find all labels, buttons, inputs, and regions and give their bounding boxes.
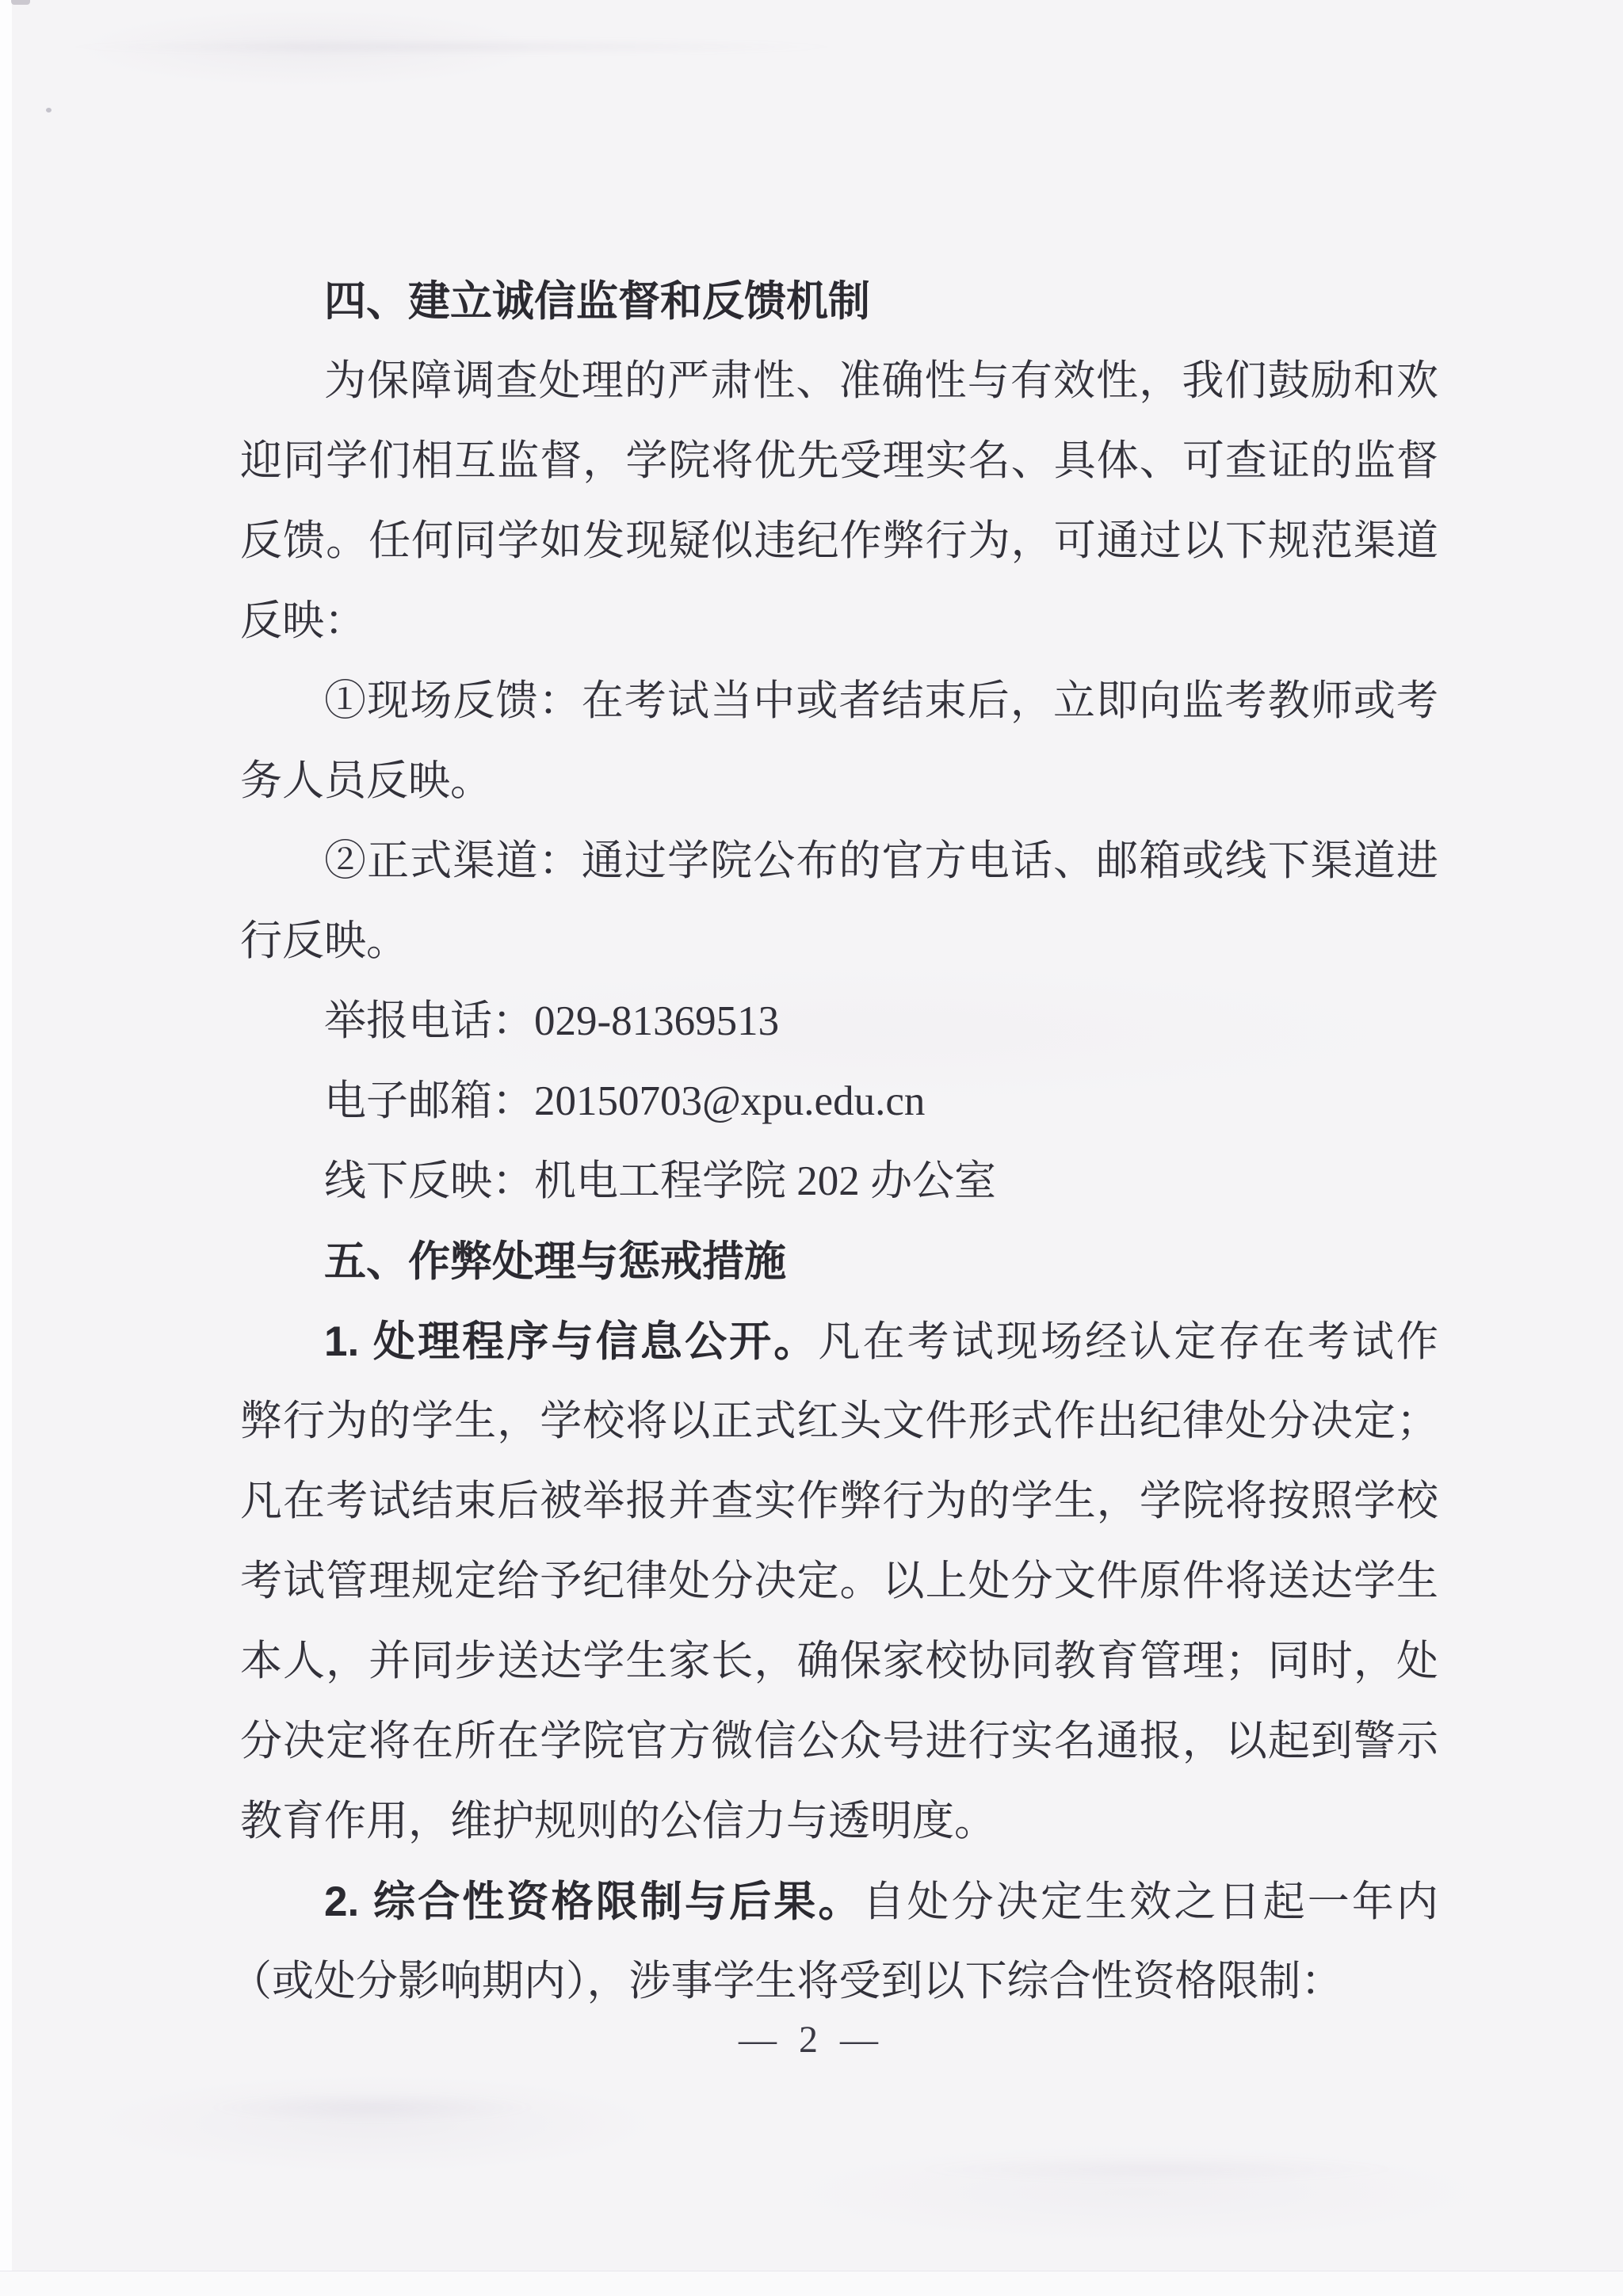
report-phone-line: 举报电话：029-81369513 [324,998,780,1044]
report-email-line: 电子邮箱：20150703@xpu.edu.cn [324,1078,926,1124]
item-1-line: 考试管理规定给予纪律处分决定。以上处分文件原件将送达学生 [240,1558,1438,1604]
paragraph-line: 反馈。任何同学如发现疑似违纪作弊行为，可通过以下规范渠道 [240,518,1438,564]
scan-edge-bottom [0,2271,1623,2296]
feedback-channel-1-line: 务人员反映。 [240,758,492,804]
item-2-text: 自处分决定生效之日起一年内 [862,1879,1438,1925]
item-1-line: 分决定将在所在学院官方微信公众号进行实名通报，以起到警示 [240,1718,1438,1764]
item-1-line: 本人，并同步送达学生家长，确保家校协同教育管理；同时，处 [240,1638,1438,1684]
item-1-line [240,1302,1438,1382]
document-body [230,261,1439,2022]
item-2-lead: 2. 综合性资格限制与后果。 [324,1878,863,1925]
feedback-channel-2-line: 行反映。 [240,918,408,964]
item-1-line: 凡在考试结束后被举报并查实作弊行为的学生，学院将按照学校 [240,1478,1438,1524]
paragraph-line: 反映： [240,598,366,644]
feedback-channel-1-line: ①现场反馈：在考试当中或者结束后，立即向监考教师或考 [324,678,1438,724]
item-2-line: （或处分影响期内），涉事学生将受到以下综合性资格限制： [230,1958,1343,2004]
item-1-text: 凡在考试现场经认定存在考试作 [818,1319,1439,1365]
scan-edge-left [0,0,12,2296]
feedback-channel-2-line: ②正式渠道：通过学院公布的官方电话、邮箱或线下渠道进 [324,838,1438,884]
scan-artifact-notch [11,0,30,5]
section-4-heading: 四、建立诚信监督和反馈机制 [324,278,870,325]
item-1-line: 弊行为的学生，学校将以正式红头文件形式作出纪律处分决定； [240,1398,1438,1444]
scan-artifact-smudge [55,38,848,55]
section-5-heading: 五、作弊处理与惩戒措施 [324,1238,786,1285]
scan-artifact-smudge [911,2155,1403,2183]
report-offline-line: 线下反映：机电工程学院 202 办公室 [324,1158,996,1204]
item-1-lead: 1. 处理程序与信息公开。 [324,1318,819,1365]
scan-artifact-speck [46,108,52,113]
page-number: — 2 — [739,2019,884,2061]
item-1-line: 教育作用，维护规则的公信力与透明度。 [240,1798,996,1844]
paragraph-line: 迎同学们相互监督，学院将优先受理实名、具体、可查证的监督 [240,438,1438,484]
scan-artifact-smudge [206,2092,539,2123]
item-2-line [240,1862,1438,1942]
paragraph-line: 为保障调查处理的严肃性、准确性与有效性，我们鼓励和欢 [324,358,1438,404]
